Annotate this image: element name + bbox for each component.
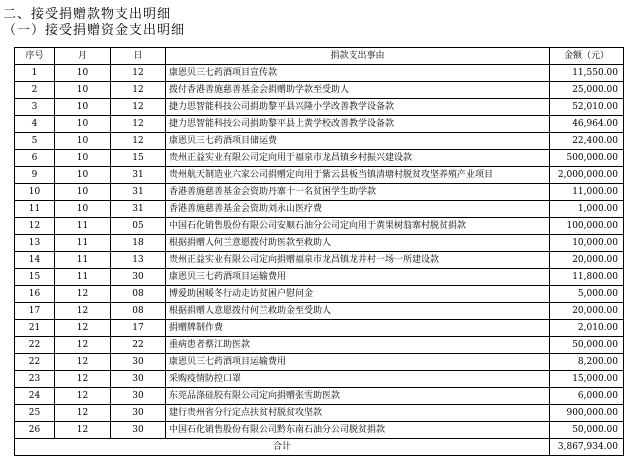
cell-reason: 香港善施慈善基金会资助丹寨十一名贫困学生助学款 [166, 184, 550, 201]
table-row [15, 286, 624, 303]
cell-reason: 康恩贝三七药酒项目宣传款 [166, 65, 550, 82]
table-row [15, 269, 624, 286]
cell-amount: 25,000.00 [550, 82, 624, 99]
col-header-amount: 金额（元） [550, 48, 624, 65]
cell-month: 12 [55, 388, 111, 405]
table-row [15, 82, 624, 99]
table-body [15, 65, 624, 439]
section-heading: 二、接受捐赠款物支出明细 [3, 7, 172, 22]
cell-reason: 贵州航天制造业六家公司捐赠定向用于紫云县板当镇清塘村脱贫攻坚养殖产业项目 [166, 167, 550, 184]
cell-amount: 5,000.00 [550, 286, 624, 303]
cell-reason: 建行贵州省分行定点扶贫村脱贫攻坚款 [166, 405, 550, 422]
table-row [15, 99, 624, 116]
cell-amount: 11,550.00 [550, 65, 624, 82]
cell-amount: 6,000.00 [550, 388, 624, 405]
cell-index: 2 [15, 82, 55, 99]
cell-index: 25 [15, 405, 55, 422]
cell-index: 22 [15, 354, 55, 371]
cell-month: 11 [55, 269, 111, 286]
cell-reason: 中国石化销售股份有限公司黔东南石油分公司脱贫捐款 [166, 422, 550, 439]
cell-index: 24 [15, 388, 55, 405]
cell-day: 12 [111, 99, 166, 116]
cell-amount: 100,000.00 [550, 218, 624, 235]
table-row [15, 116, 624, 133]
cell-month: 12 [55, 405, 111, 422]
cell-day: 08 [111, 286, 166, 303]
table-row [15, 184, 624, 201]
cell-amount: 52,010.00 [550, 99, 624, 116]
cell-amount: 2,010.00 [550, 320, 624, 337]
table-row [15, 320, 624, 337]
cell-reason: 东莞品涤硅胶有限公司定向捐赠张雪助医款 [166, 388, 550, 405]
cell-reason: 中国石化销售股份有限公司安顺石油分公司定向用于黄果树翁寨村脱贫捐款 [166, 218, 550, 235]
cell-index: 9 [15, 167, 55, 184]
cell-reason: 康恩贝三七药酒项目储运费 [166, 133, 550, 150]
cell-day: 12 [111, 116, 166, 133]
cell-month: 10 [55, 116, 111, 133]
col-header-day: 日 [111, 48, 166, 65]
total-row [15, 439, 624, 456]
cell-reason: 根据捐赠人何兰意愿拨付助医款至救助人 [166, 235, 550, 252]
cell-month: 10 [55, 201, 111, 218]
col-header-index: 序号 [15, 48, 55, 65]
table-row [15, 235, 624, 252]
cell-month: 10 [55, 133, 111, 150]
cell-month: 10 [55, 150, 111, 167]
cell-day: 17 [111, 320, 166, 337]
subsection-heading: （一）接受捐赠资金支出明细 [3, 23, 186, 38]
cell-month: 12 [55, 320, 111, 337]
cell-day: 30 [111, 269, 166, 286]
cell-month: 12 [55, 354, 111, 371]
cell-day: 31 [111, 201, 166, 218]
cell-day: 30 [111, 388, 166, 405]
table-row [15, 133, 624, 150]
cell-index: 3 [15, 99, 55, 116]
cell-amount: 50,000.00 [550, 422, 624, 439]
cell-reason: 贵州正益实业有限公司定向用于福泉市龙昌镇乡村振兴建设款 [166, 150, 550, 167]
cell-day: 31 [111, 184, 166, 201]
cell-amount: 8,200.00 [550, 354, 624, 371]
cell-day: 05 [111, 218, 166, 235]
cell-reason: 拨付香港善施慈善基金会捐赠助学款至受助人 [166, 82, 550, 99]
cell-month: 10 [55, 184, 111, 201]
cell-day: 30 [111, 405, 166, 422]
cell-index: 5 [15, 133, 55, 150]
cell-amount: 46,964.00 [550, 116, 624, 133]
cell-index: 13 [15, 235, 55, 252]
cell-reason: 捐赠牌制作费 [166, 320, 550, 337]
col-header-reason: 捐款支出事由 [166, 48, 550, 65]
cell-month: 10 [55, 82, 111, 99]
cell-reason: 根据捐赠人意愿拨付何兰救助金至受助人 [166, 303, 550, 320]
cell-index: 6 [15, 150, 55, 167]
header-row [15, 48, 624, 65]
cell-day: 30 [111, 354, 166, 371]
cell-amount: 10,000.00 [550, 235, 624, 252]
cell-month: 12 [55, 337, 111, 354]
table-row [15, 150, 624, 167]
cell-day: 30 [111, 422, 166, 439]
cell-index: 23 [15, 371, 55, 388]
cell-day: 15 [111, 150, 166, 167]
cell-day: 12 [111, 82, 166, 99]
table-row [15, 405, 624, 422]
col-header-month: 月 [55, 48, 111, 65]
cell-day: 30 [111, 371, 166, 388]
cell-amount: 2,000,000.00 [550, 167, 624, 184]
cell-index: 10 [15, 184, 55, 201]
cell-day: 31 [111, 167, 166, 184]
cell-month: 11 [55, 252, 111, 269]
total-amount: 3,867,934.00 [550, 439, 624, 456]
cell-amount: 500,000.00 [550, 150, 624, 167]
cell-reason: 贵州正益实业有限公司定向捐赠福泉市龙昌镇龙井村一场一所建设款 [166, 252, 550, 269]
cell-month: 12 [55, 303, 111, 320]
table-row [15, 303, 624, 320]
cell-month: 12 [55, 371, 111, 388]
cell-reason: 康恩贝三七药酒项目运输费用 [166, 269, 550, 286]
cell-month: 12 [55, 286, 111, 303]
cell-index: 1 [15, 65, 55, 82]
cell-day: 22 [111, 337, 166, 354]
table-row [15, 422, 624, 439]
cell-day: 12 [111, 133, 166, 150]
cell-reason: 博爱助困暖冬行动走访贫困户慰问金 [166, 286, 550, 303]
cell-amount: 50,000.00 [550, 337, 624, 354]
cell-index: 21 [15, 320, 55, 337]
cell-month: 12 [55, 422, 111, 439]
table-row [15, 354, 624, 371]
cell-day: 13 [111, 252, 166, 269]
cell-amount: 20,000.00 [550, 303, 624, 320]
cell-month: 10 [55, 167, 111, 184]
table-row [15, 218, 624, 235]
table-row [15, 65, 624, 82]
expenditure-table [14, 47, 624, 456]
table-row [15, 371, 624, 388]
table-row [15, 337, 624, 354]
cell-index: 12 [15, 218, 55, 235]
cell-index: 4 [15, 116, 55, 133]
cell-amount: 22,400.00 [550, 133, 624, 150]
cell-reason: 康恩贝三七药酒项目运输费用 [166, 354, 550, 371]
cell-index: 14 [15, 252, 55, 269]
cell-index: 22 [15, 337, 55, 354]
cell-reason: 重病患者蔡江助医款 [166, 337, 550, 354]
cell-index: 15 [15, 269, 55, 286]
cell-amount: 15,000.00 [550, 371, 624, 388]
cell-day: 08 [111, 303, 166, 320]
cell-index: 26 [15, 422, 55, 439]
cell-month: 11 [55, 235, 111, 252]
cell-reason: 采购疫情防控口罩 [166, 371, 550, 388]
table-row [15, 388, 624, 405]
cell-index: 16 [15, 286, 55, 303]
cell-day: 18 [111, 235, 166, 252]
cell-reason: 香港善施慈善基金会资助刘永山医疗费 [166, 201, 550, 218]
total-label: 合计 [15, 439, 550, 456]
cell-amount: 20,000.00 [550, 252, 624, 269]
cell-month: 10 [55, 65, 111, 82]
cell-reason: 捷力思智能科技公司捐助黎平县兴隆小学改善教学设备款 [166, 99, 550, 116]
cell-amount: 11,000.00 [550, 184, 624, 201]
cell-day: 12 [111, 65, 166, 82]
cell-index: 17 [15, 303, 55, 320]
cell-month: 11 [55, 218, 111, 235]
cell-month: 10 [55, 99, 111, 116]
table-row [15, 252, 624, 269]
cell-reason: 捷力思智能科技公司捐助黎平县上黄学校改善教学设备款 [166, 116, 550, 133]
cell-index: 11 [15, 201, 55, 218]
table-row [15, 167, 624, 184]
cell-amount: 1,000.00 [550, 201, 624, 218]
cell-amount: 11,800.00 [550, 269, 624, 286]
table-row [15, 201, 624, 218]
cell-amount: 900,000.00 [550, 405, 624, 422]
